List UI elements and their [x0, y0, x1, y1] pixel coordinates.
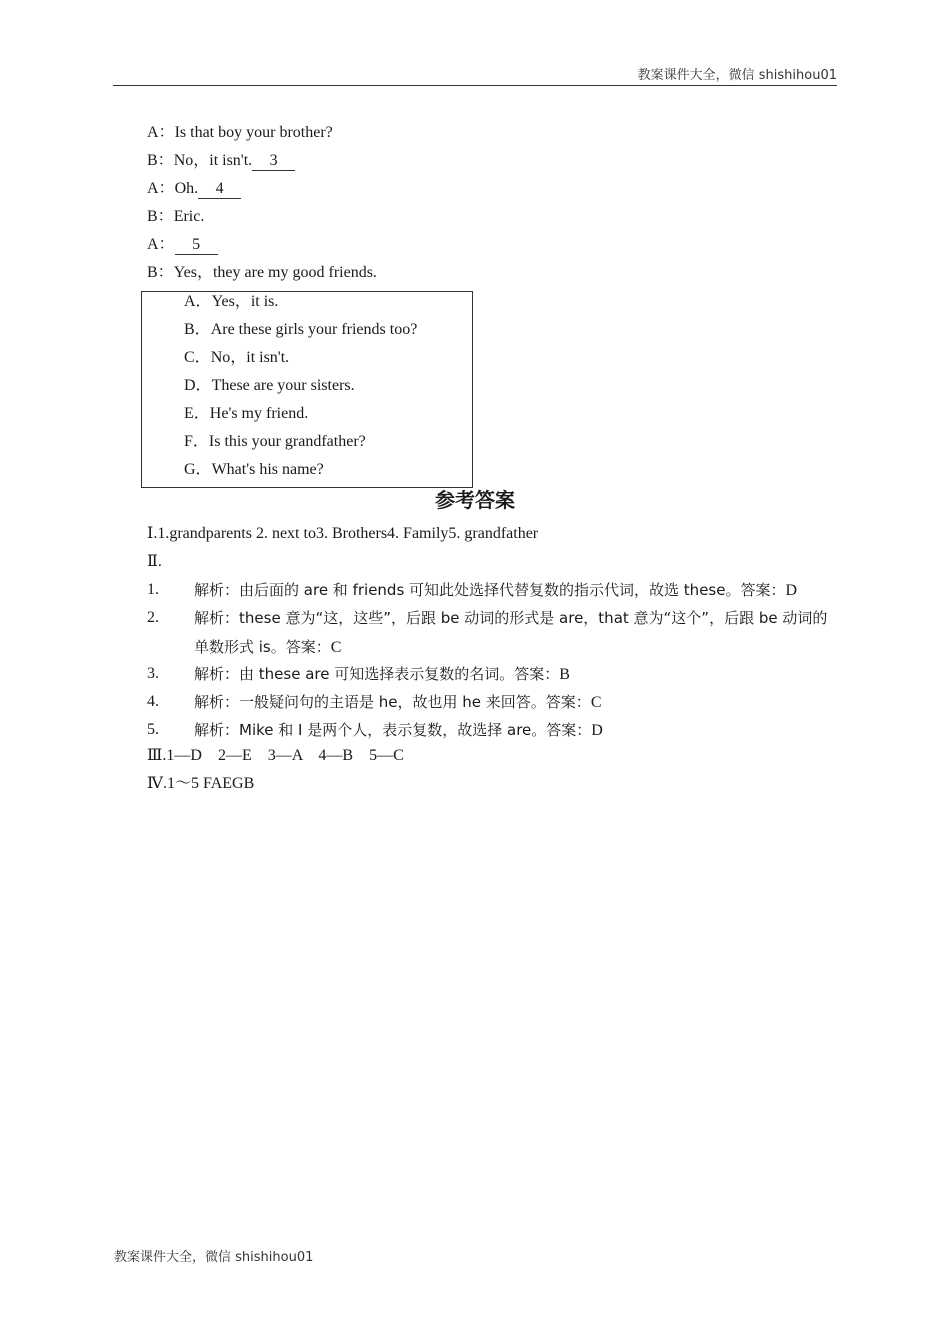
speaker: A：: [147, 180, 175, 197]
answers-part-2-label: Ⅱ.: [147, 553, 162, 570]
speaker: A：: [147, 236, 175, 253]
dialogue-text: Yes，they are my good friends.: [173, 264, 377, 281]
explanation-number: 3.: [147, 665, 159, 682]
dialogue-line-6: [147, 263, 377, 283]
explanation-number: 1.: [147, 581, 159, 598]
page-footer: 教案课件大全，微信 shishihou01: [114, 1250, 314, 1265]
option-b: B．Are these girls your friends too?: [184, 321, 418, 338]
explanation-number: 5.: [147, 721, 159, 738]
option-d: D．These are your sisters.: [184, 377, 355, 394]
options-box: [141, 291, 473, 488]
explanation-number: 4.: [147, 693, 159, 710]
dialogue-line-3: [147, 179, 241, 199]
dialogue-text: Oh.: [174, 180, 199, 197]
dialogue-line-2: [147, 151, 295, 171]
dialogue-text: Eric.: [173, 208, 205, 225]
option-a: A．Yes，it is.: [184, 293, 279, 310]
option-c: C．No，it isn't.: [184, 349, 290, 366]
option-g: G．What's his name?: [184, 461, 324, 478]
dialogue-line-4: [147, 207, 204, 227]
answer-blank: 3: [252, 152, 295, 171]
dialogue-line-5: [147, 235, 218, 255]
speaker: B：: [147, 264, 174, 281]
dialogue-text: Is that boy your brother?: [174, 124, 333, 141]
answer-blank: 5: [175, 236, 218, 255]
speaker: B：: [147, 208, 174, 225]
page-header: [113, 64, 837, 86]
explanation-2: 解析：these 意为“这，这些”，后跟 be 动词的形式是 are，that 意为“这个”，后跟 be 动词的单数形式 is。答案：C: [194, 609, 828, 656]
header-text: 教案课件大全，微信 shishihou01: [637, 68, 837, 83]
answers-part-4: Ⅳ.1～5 FAEGB: [147, 775, 255, 792]
explanation-number: 2.: [147, 609, 159, 626]
answer-blank: 4: [198, 180, 241, 199]
dialogue-text: No，it isn't.: [173, 152, 253, 169]
explanation-1: 解析：由后面的 are 和 friends 可知此处选择代替复数的指示代词，故选 these。答案：D: [194, 581, 798, 599]
option-e: E．He's my friend.: [184, 405, 309, 422]
answers-part-1: Ⅰ.1.grandparents 2. next to3. Brothers4. Family5. grandfather: [147, 525, 539, 542]
explanation-3: 解析：由 these are 可知选择表示复数的名词。答案：B: [194, 665, 570, 683]
explanation-5: 解析：Mike 和 I 是两个人，表示复数，故选择 are。答案：D: [194, 721, 603, 739]
option-f: F．Is this your grandfather?: [184, 433, 366, 450]
answers-part-3: Ⅲ.1—D 2—E 3—A 4—B 5—C: [147, 747, 404, 764]
explanation-4: 解析：一般疑问句的主语是 he，故也用 he 来回答。答案：C: [194, 693, 602, 711]
dialogue-line-1: [147, 123, 333, 143]
answers-title: 参考答案: [435, 488, 515, 512]
speaker: B：: [147, 152, 174, 169]
speaker: A：: [147, 124, 175, 141]
